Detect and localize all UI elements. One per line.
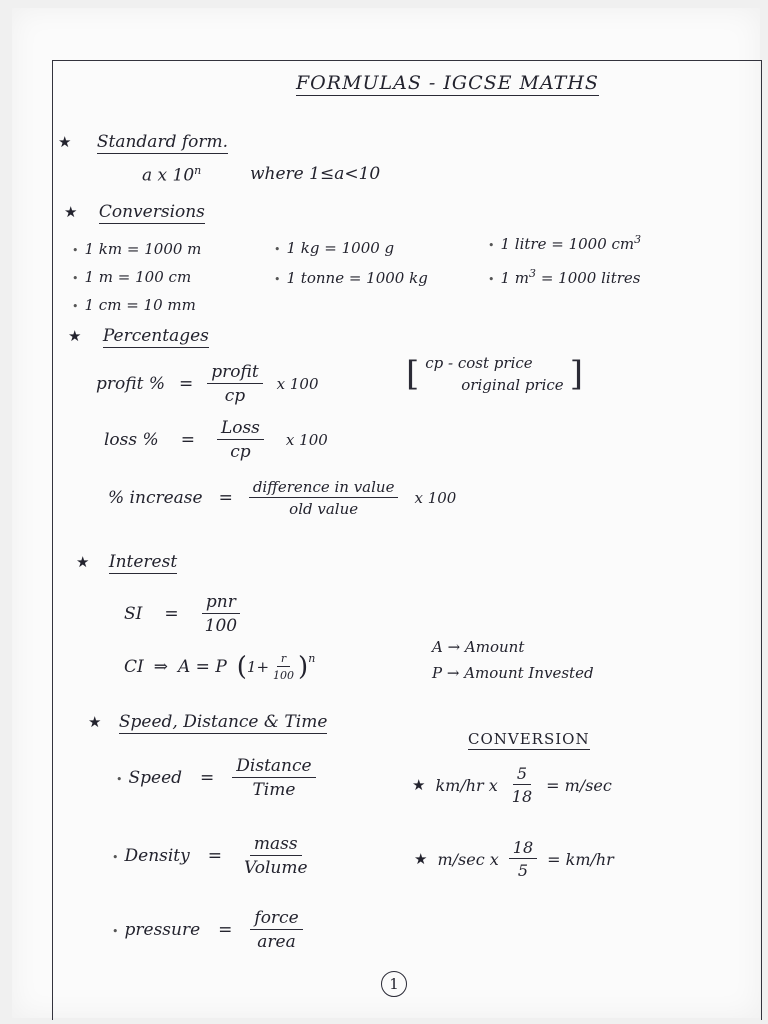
ci-bracket: ( 1+ $\frac{r}{100}$ ) $^n$ xyxy=(236,652,316,682)
standard-form-exponent: n xyxy=(194,164,202,177)
pressure-formula: • pressure = $\frac{\text{force}}{\text{area}}$ xyxy=(112,908,303,952)
conversions-length-list xyxy=(72,236,201,320)
list-item: • 1 m = 100 cm xyxy=(72,268,192,286)
profit-formula: profit % = $\frac{\text{profit}}{cp}$ x 100 xyxy=(96,362,319,406)
si-fraction: $\frac{\text{pnr}}{100}$ xyxy=(201,592,241,636)
pressure-label: pressure xyxy=(124,920,201,940)
speed-fraction: $\frac{\text{Distance}}{\text{Time}}$ xyxy=(232,756,315,800)
loss-label: loss % xyxy=(104,430,159,450)
list-item: • 1 kg = 1000 g xyxy=(274,239,395,257)
legend-amount: A → Amount xyxy=(432,638,525,656)
list-item: • 1 tonne = 1000 kg xyxy=(274,269,428,287)
kmhr-to-msec: ★ km/hr x $\frac{5}{18}$ = m/sec xyxy=(412,764,612,806)
increase-fraction: $\frac{\text{difference in value}}{\text{old value}}$ xyxy=(249,478,399,518)
cp-note: [ cp - cost price original price ] xyxy=(406,354,583,394)
loss-formula: loss % = $\frac{\text{Loss}}{cp}$ x 100 xyxy=(104,418,328,462)
standard-form-section xyxy=(58,132,228,152)
ci-label: CI xyxy=(124,657,144,677)
interest-legend xyxy=(432,634,594,686)
percentages-section xyxy=(68,326,209,346)
conversion-heading: CONVERSION xyxy=(468,730,590,748)
speed-label: Speed xyxy=(128,768,183,788)
ci-lhs: A = P xyxy=(177,657,227,677)
speed-section xyxy=(88,712,327,732)
legend-invested: P → Amount Invested xyxy=(432,664,594,682)
ci-exponent: n xyxy=(308,652,316,665)
cp-note-line2: original price xyxy=(461,376,564,394)
conversions-section xyxy=(64,202,205,222)
standard-form-expr xyxy=(142,164,201,186)
page-number: 1 xyxy=(381,971,407,997)
msec-fraction: $\frac{18}{5}$ xyxy=(509,838,537,880)
list-item: • 1 $m^3 = 1000$ litres xyxy=(488,267,641,287)
implies-arrow-icon: ⇒ xyxy=(153,657,168,677)
interest-heading: Interest xyxy=(108,552,178,572)
density-label: Density xyxy=(124,846,190,866)
notebook-page xyxy=(12,8,760,1018)
speed-heading: Speed, Distance & Time xyxy=(118,712,328,732)
simple-interest-formula: SI = $\frac{\text{pnr}}{100}$ xyxy=(124,592,241,636)
density-formula: • Density = $\frac{\text{mass}}{\text{Volume}}$ xyxy=(112,834,312,878)
list-item: • 1 km = 1000 m xyxy=(72,240,202,258)
page-title: FORMULAS - IGCSE MATHS xyxy=(296,72,599,94)
standard-form-condition: where 1≤a<10 xyxy=(250,164,381,184)
percentages-heading: Percentages xyxy=(102,326,209,346)
compound-interest-formula xyxy=(124,652,315,682)
kmhr-fraction: $\frac{5}{18}$ xyxy=(511,764,533,806)
star-bullet-icon: ★ xyxy=(68,327,82,345)
si-label: SI xyxy=(124,604,143,624)
standard-form-heading: Standard form. xyxy=(96,132,229,152)
conversions-heading: Conversions xyxy=(98,202,205,222)
msec-to-kmhr: ★ m/sec x $\frac{18}{5}$ = km/hr xyxy=(414,838,614,880)
list-item: • 1 cm = 10 mm xyxy=(72,296,196,314)
loss-fraction: $\frac{\text{Loss}}{cp}$ xyxy=(217,418,264,462)
speed-formula: • Speed = $\frac{\text{Distance}}{\text{Time}}$ xyxy=(116,756,316,800)
increase-label: % increase xyxy=(108,488,203,508)
star-bullet-icon: ★ xyxy=(76,553,90,571)
conversions-volume-list xyxy=(488,226,641,294)
density-fraction: $\frac{\text{mass}}{\text{Volume}}$ xyxy=(244,834,308,878)
interest-section xyxy=(76,552,177,572)
profit-fraction: $\frac{\text{profit}}{cp}$ xyxy=(207,362,262,406)
ci-inner-fraction: $\frac{r}{100}$ xyxy=(273,652,295,682)
pressure-fraction: $\frac{\text{force}}{\text{area}}$ xyxy=(250,908,302,952)
standard-form-base: a x 10 xyxy=(142,165,195,186)
increase-formula: % increase = $\frac{\text{difference in value}}{\text{old value}}$ x 100 xyxy=(108,478,457,518)
star-bullet-icon: ★ xyxy=(414,850,428,868)
star-bullet-icon: ★ xyxy=(58,133,72,151)
list-item: • 1 litre = 1000 $cm^3$ xyxy=(488,233,642,253)
cp-note-line1: cp - cost price xyxy=(425,354,533,372)
profit-label: profit % xyxy=(96,374,165,394)
conversions-mass-list xyxy=(274,234,428,294)
star-bullet-icon: ★ xyxy=(88,713,102,731)
star-bullet-icon: ★ xyxy=(64,203,78,221)
star-bullet-icon: ★ xyxy=(412,776,426,794)
